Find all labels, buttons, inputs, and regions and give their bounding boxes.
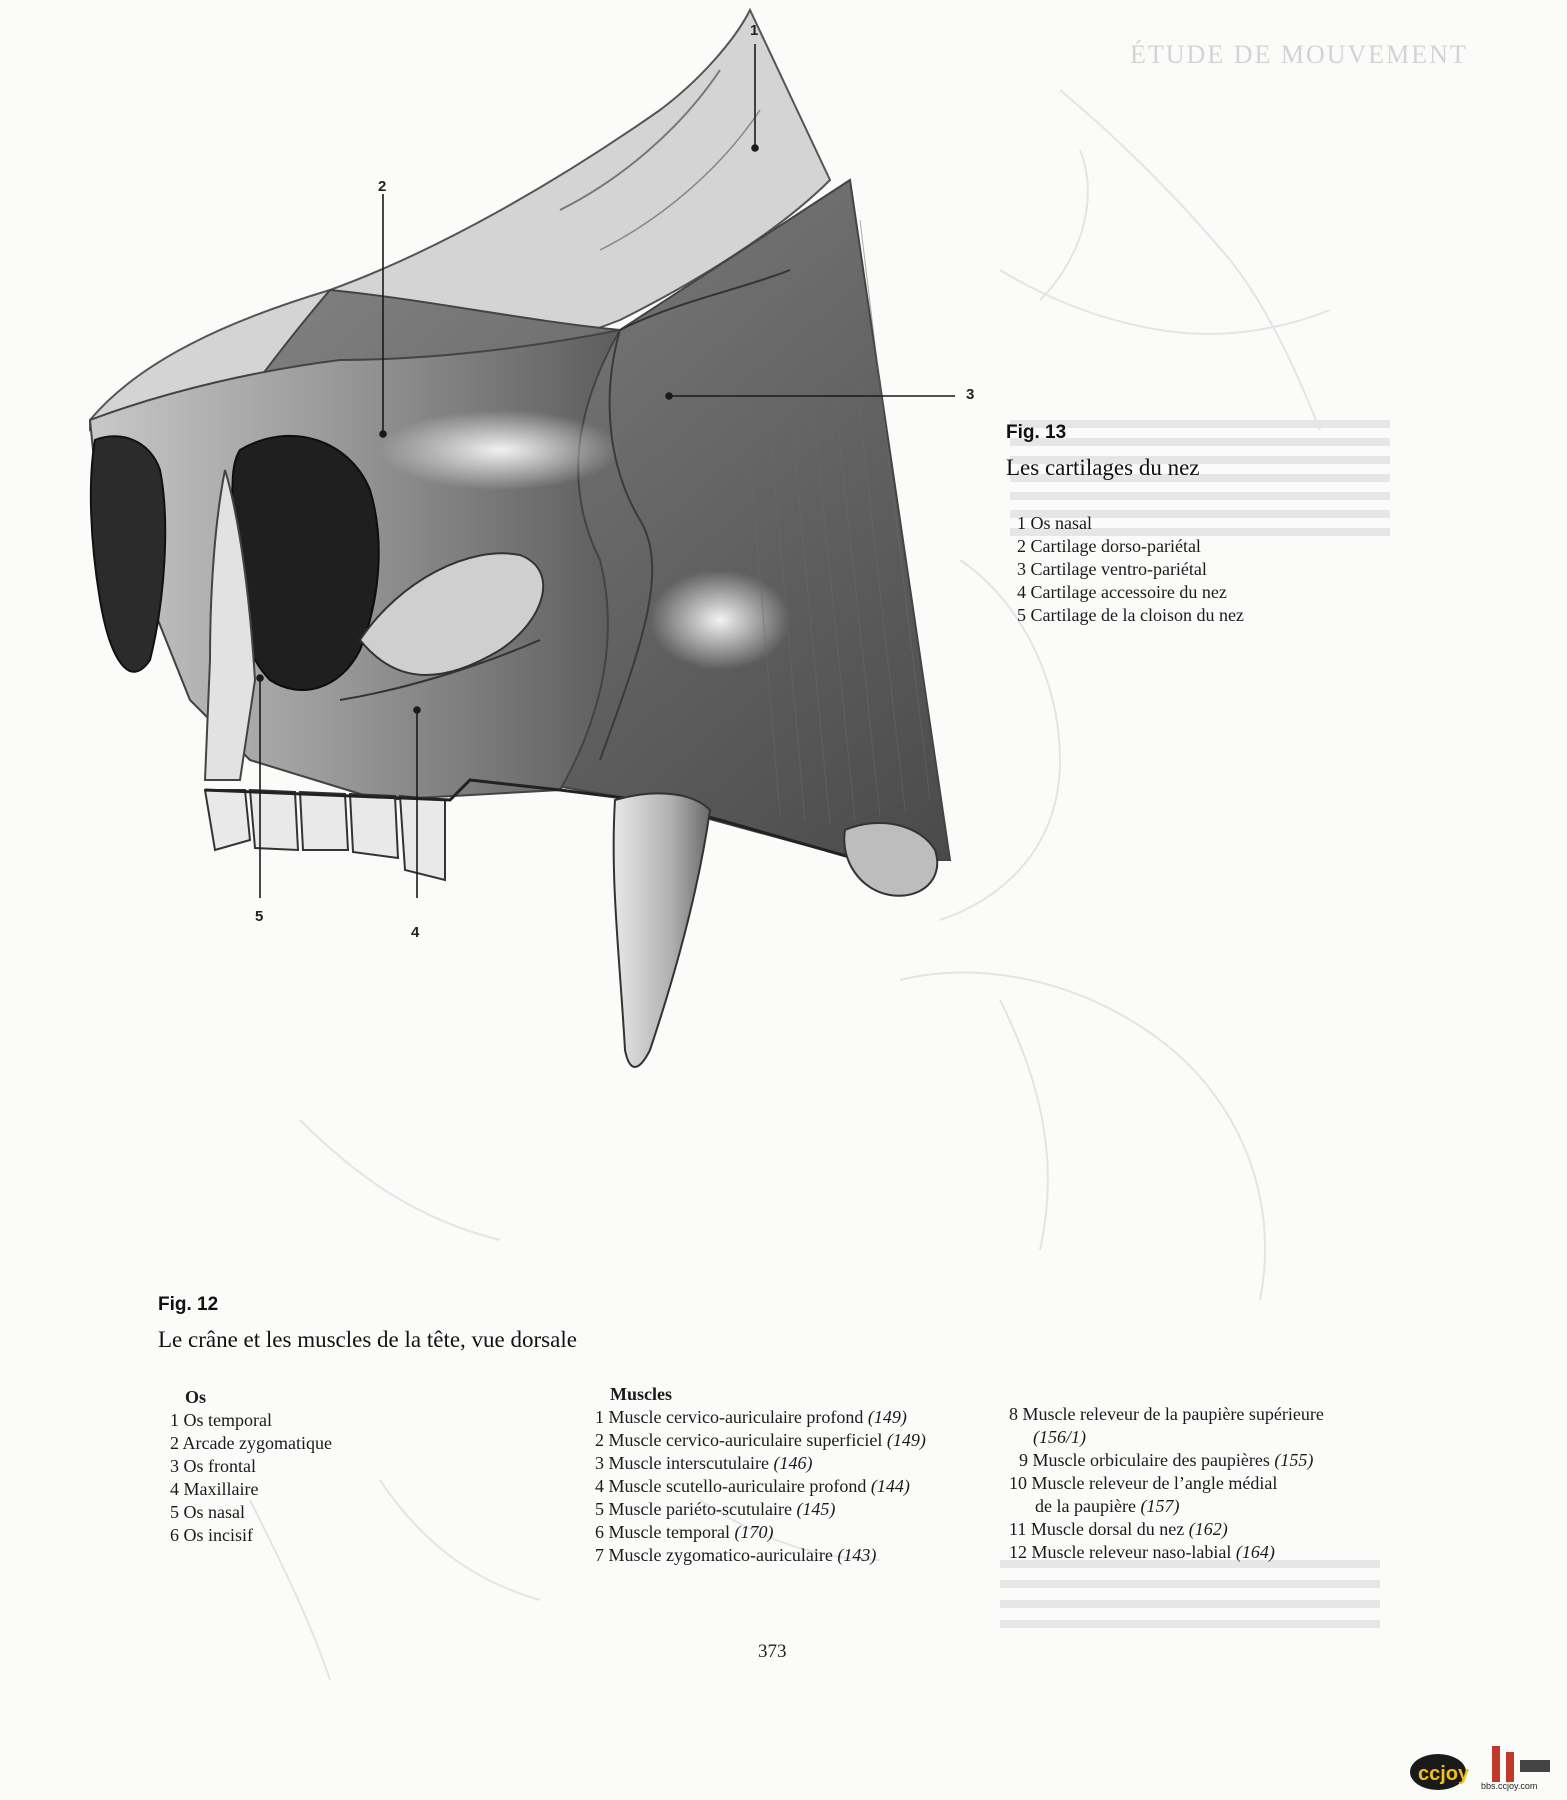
muscle-legend-item bbox=[595, 1406, 926, 1429]
muscle-legend-item bbox=[595, 1521, 926, 1544]
callout-number-3: 3 bbox=[966, 386, 975, 403]
fig13-label: Fig. 13 bbox=[1006, 422, 1067, 443]
fig12-muscles-legend bbox=[595, 1383, 926, 1567]
muscle-ref: (144) bbox=[870, 1476, 910, 1496]
muscle-legend-item bbox=[595, 1429, 926, 1452]
muscle-legend-item bbox=[1009, 1518, 1324, 1541]
muscle-ref: (157) bbox=[1140, 1496, 1180, 1516]
page-number: 373 bbox=[758, 1641, 787, 1662]
watermark-text: bbs.ccjoy.com bbox=[1481, 1781, 1538, 1791]
fig13-legend-item: 2 Cartilage dorso-pariétal bbox=[1017, 536, 1201, 556]
muscle-ref: (164) bbox=[1235, 1542, 1275, 1562]
muscle-legend-item bbox=[595, 1498, 926, 1521]
muscle-name: de la paupière bbox=[1035, 1496, 1136, 1516]
os-heading: Os bbox=[185, 1387, 207, 1407]
os-legend-item: 2 Arcade zygomatique bbox=[170, 1433, 332, 1453]
muscle-name: 7 Muscle zygomatico-auriculaire bbox=[595, 1545, 833, 1565]
muscle-ref: (156/1) bbox=[1033, 1427, 1086, 1447]
muscle-legend-item bbox=[1009, 1449, 1324, 1472]
muscle-ref: (155) bbox=[1274, 1450, 1314, 1470]
os-legend-item: 6 Os incisif bbox=[170, 1525, 253, 1545]
fig13-legend-item: 3 Cartilage ventro-pariétal bbox=[1017, 559, 1207, 579]
muscle-name: 6 Muscle temporal bbox=[595, 1522, 730, 1542]
fig13-legend-item: 5 Cartilage de la cloison du nez bbox=[1017, 605, 1244, 625]
muscle-name: 1 Muscle cervico-auriculaire profond bbox=[595, 1407, 864, 1427]
muscle-name: 9 Muscle orbiculaire des paupières bbox=[1019, 1450, 1270, 1470]
muscle-name: 5 Muscle pariéto-scutulaire bbox=[595, 1499, 792, 1519]
muscle-ref: (146) bbox=[773, 1453, 813, 1473]
svg-text:ccjoy: ccjoy bbox=[1418, 1763, 1470, 1785]
muscle-legend-item bbox=[595, 1544, 926, 1567]
muscle-ref: (145) bbox=[796, 1499, 836, 1519]
fig13-legend-item: 4 Cartilage accessoire du nez bbox=[1017, 582, 1227, 602]
fig13-legend-item: 1 Os nasal bbox=[1017, 513, 1092, 533]
muscles-heading: Muscles bbox=[610, 1384, 672, 1404]
os-legend-item: 5 Os nasal bbox=[170, 1502, 245, 1522]
muscle-legend-item: 10 Muscle releveur de l’angle médial bbox=[1009, 1473, 1278, 1493]
muscle-legend-item bbox=[595, 1475, 926, 1498]
callout-number-5: 5 bbox=[255, 908, 264, 925]
ghost-header-text: ÉTUDE DE MOUVEMENT bbox=[1130, 40, 1468, 69]
callout-number-1: 1 bbox=[750, 22, 759, 39]
fig13-legend bbox=[1017, 512, 1244, 627]
os-legend-item: 4 Maxillaire bbox=[170, 1479, 259, 1499]
muscle-ref: (149) bbox=[867, 1407, 907, 1427]
fig12-title: Le crâne et les muscles de la tête, vue dorsale bbox=[158, 1327, 577, 1352]
callout-number-4: 4 bbox=[411, 924, 420, 941]
muscle-ref: (143) bbox=[837, 1545, 877, 1565]
callout-number-2: 2 bbox=[378, 178, 387, 195]
muscle-name: 12 Muscle releveur naso-labial bbox=[1009, 1542, 1232, 1562]
fig13-title: Les cartilages du nez bbox=[1006, 455, 1200, 480]
muscle-legend-item bbox=[1009, 1541, 1324, 1564]
muscle-ref: (170) bbox=[734, 1522, 774, 1542]
muscle-name: 11 Muscle dorsal du nez bbox=[1009, 1519, 1185, 1539]
muscle-legend-item: 8 Muscle releveur de la paupière supérieure bbox=[1009, 1404, 1324, 1424]
muscle-legend-item bbox=[595, 1452, 926, 1475]
muscle-name: 3 Muscle interscutulaire bbox=[595, 1453, 769, 1473]
muscle-ref: (149) bbox=[886, 1430, 926, 1450]
os-legend-item: 3 Os frontal bbox=[170, 1456, 256, 1476]
fig12-muscles-legend-continued bbox=[1009, 1403, 1324, 1564]
fig12-label: Fig. 12 bbox=[158, 1294, 219, 1315]
muscle-name: 2 Muscle cervico-auriculaire superficiel bbox=[595, 1430, 883, 1450]
muscle-ref: (162) bbox=[1188, 1519, 1228, 1539]
muscle-legend-item-continuation bbox=[1009, 1495, 1324, 1518]
os-legend-item: 1 Os temporal bbox=[170, 1410, 272, 1430]
fig12-os-legend bbox=[170, 1386, 332, 1547]
muscle-name: 4 Muscle scutello-auriculaire profond bbox=[595, 1476, 867, 1496]
